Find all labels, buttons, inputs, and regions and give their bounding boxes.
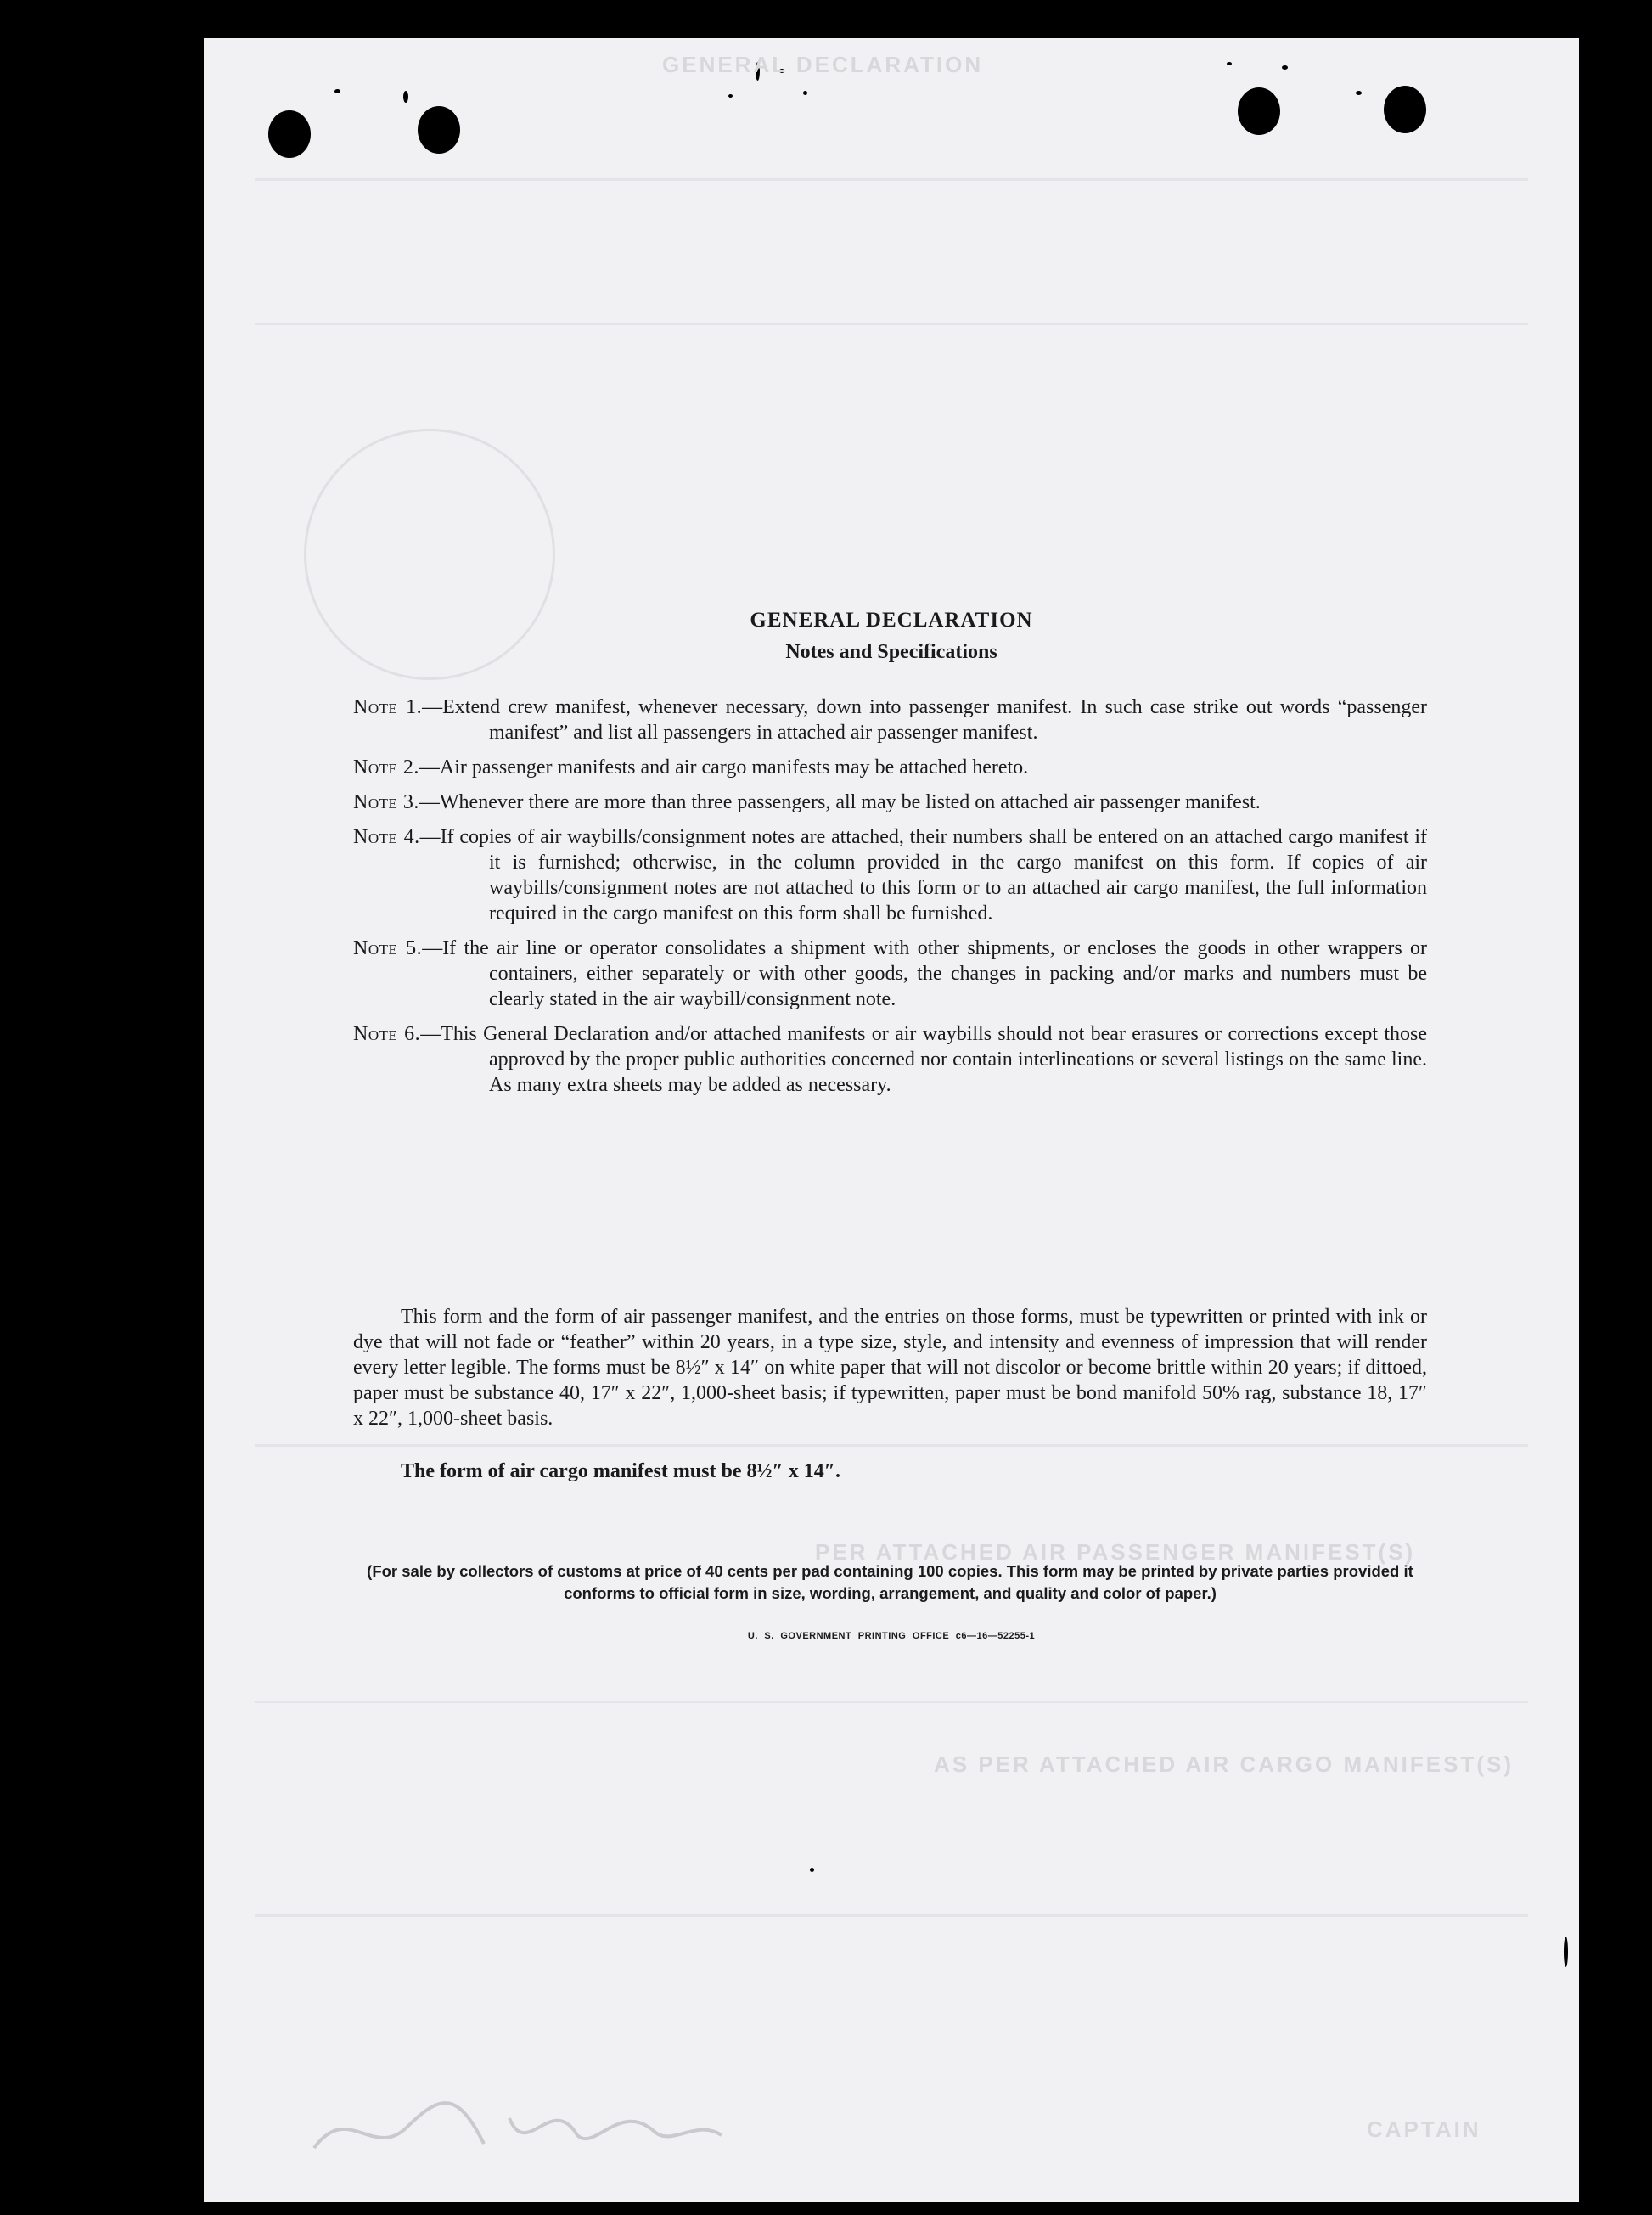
scan-speck bbox=[1282, 65, 1288, 70]
bleed-through-rule bbox=[255, 178, 1528, 181]
scan-speck bbox=[728, 94, 733, 98]
printer-imprint: U. S. GOVERNMENT PRINTING OFFICE c6—16—52255-1 bbox=[747, 1631, 1036, 1641]
note-text: —If copies of air waybills/consignment notes are attached, their numbers shall be entered on an attached cargo manifest if it is furnished; otherwise, in the column provided in the cargo manifest on this form. If copies of air waybills/consignment notes are not attached to this form or to an attached air cargo manifest, the full information required in the cargo manifest on this form shall be furnished. bbox=[419, 826, 1427, 925]
declaration-title: GENERAL DECLARATION bbox=[750, 609, 1033, 632]
document-page bbox=[204, 38, 1579, 2202]
punch-hole-right-2 bbox=[1384, 86, 1426, 133]
bleed-through-title: GENERAL DECLARATION bbox=[662, 52, 984, 77]
note-item bbox=[353, 936, 1427, 1012]
note-label: Note 5. bbox=[353, 937, 423, 959]
punch-hole-left-1 bbox=[268, 110, 311, 158]
note-text: —Air passenger manifests and air cargo manifests may be attached hereto. bbox=[419, 756, 1029, 779]
note-item bbox=[353, 1021, 1427, 1098]
notes-list bbox=[353, 694, 1427, 1107]
scan-speck bbox=[810, 1868, 814, 1872]
note-item bbox=[353, 824, 1427, 926]
scan-speck bbox=[1564, 1937, 1568, 1967]
note-item bbox=[353, 790, 1427, 815]
scan-speck bbox=[1227, 62, 1232, 65]
notes-subtitle: Notes and Specifications bbox=[785, 641, 997, 663]
bleed-through-rule bbox=[255, 1444, 1528, 1447]
note-item bbox=[353, 755, 1427, 780]
note-label: Note 1. bbox=[353, 696, 423, 718]
punch-hole-right-1 bbox=[1238, 87, 1280, 135]
bleed-through-rule bbox=[255, 323, 1528, 325]
note-text: —This General Declaration and/or attached manifests or air waybills should not bear erasures or corrections except those approved by the proper public authorities concerned nor contain interlineations or several listings on the same line. As many extra sheets may be added as necessary. bbox=[420, 1023, 1427, 1096]
scan-speck bbox=[1356, 91, 1362, 95]
bleed-through-captain: CAPTAIN bbox=[1367, 2117, 1481, 2142]
note-label: Note 6. bbox=[353, 1023, 421, 1045]
note-label: Note 4. bbox=[353, 826, 420, 848]
faint-signature-mark bbox=[297, 2067, 739, 2169]
note-text: —Whenever there are more than three passengers, all may be listed on attached air passenger manifest. bbox=[419, 791, 1261, 813]
bleed-through-passenger: PER ATTACHED AIR PASSENGER MANIFEST(S) bbox=[815, 1539, 1416, 1565]
note-label: Note 2. bbox=[353, 756, 419, 779]
bleed-through-cargo: AS PER ATTACHED AIR CARGO MANIFEST(S) bbox=[934, 1751, 1514, 1777]
bleed-through-rule bbox=[255, 1701, 1528, 1703]
cargo-form-size-line: The form of air cargo manifest must be 8½″ x 14″. bbox=[401, 1460, 840, 1482]
note-text: —If the air line or operator consolidates a shipment with other shipments, or encloses the goods in other wrappers or containers, either separately or with other goods, the changes in packing and/or marks and numbers must be clearly stated in the air waybill/consignment note. bbox=[422, 937, 1427, 1010]
sale-notice: (For sale by collectors of customs at price of 40 cents per pad containing 100 copies. This form may be printed by private parties provided it conforms to official form in size, wording, arrangement, and quality and color of paper.) bbox=[367, 1562, 1413, 1602]
note-text: —Extend crew manifest, whenever necessary, down into passenger manifest. In such case strike out words “passenger manifest” and list all passengers in attached air passenger manifest. bbox=[422, 696, 1427, 744]
note-item bbox=[353, 694, 1427, 745]
note-label: Note 3. bbox=[353, 791, 419, 813]
bleed-through-rule bbox=[255, 1914, 1528, 1917]
scan-speck bbox=[803, 91, 807, 95]
specification-paragraph: This form and the form of air passenger manifest, and the entries on those forms, must be typewritten or printed with ink or dye that will not fade or “feather” within 20 years, in a type size, style, and intensity and evenness of impression that will render every letter legible. The forms must be 8½″ x 14″ on white paper that will not discolor or become brittle within 20 years; if dittoed, paper must be substance 40, 17″ x 22″, 1,000-sheet basis; if typewritten, paper must be bond manifold 50% rag, substance 18, 17″ x 22″, 1,000-sheet basis. bbox=[353, 1306, 1427, 1430]
punch-hole-left-2 bbox=[418, 106, 460, 154]
scan-speck bbox=[334, 89, 340, 93]
scan-speck bbox=[403, 91, 408, 103]
